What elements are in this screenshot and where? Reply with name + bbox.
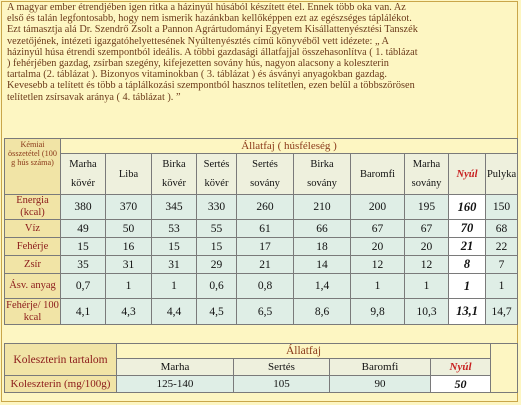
- value-cell: 17: [237, 238, 294, 256]
- column-header: Birka sovány: [294, 154, 351, 195]
- intro-line: házinyúl húsa étrendi szempontból ideális. A többi gazdasági állatfajjal összehasonlítva ( 1. táblázat: [7, 46, 418, 58]
- value-cell-nyul: 13,1: [449, 299, 486, 325]
- column-header-nyul: Nyúl: [431, 359, 491, 376]
- value-cell: 1: [351, 274, 405, 299]
- value-cell: 0,6: [197, 274, 237, 299]
- value-cell: 8,6: [294, 299, 351, 325]
- value-cell: 20: [405, 238, 449, 256]
- table-row: [5, 274, 518, 299]
- value-cell-nyul: 1: [449, 274, 486, 299]
- value-cell: 21: [237, 256, 294, 274]
- value-cell: 31: [106, 256, 152, 274]
- value-cell: 16: [106, 238, 152, 256]
- intro-line: ) fehérjében gazdag, zsírban szegény, kifejezetten sovány hús, nagyon alacsony a koleszterin: [7, 58, 389, 70]
- table-row: [5, 376, 518, 393]
- value-cell: 0,7: [61, 274, 106, 299]
- row-header: Energia (kcal): [5, 195, 61, 220]
- row-header: Fehérje: [5, 238, 61, 256]
- value-cell: 260: [237, 195, 294, 220]
- intro-line: Kevesebb a telített és több a táplálkozási szempontból hasznos telítetlen, ezen belül a többszörösen: [7, 80, 415, 92]
- value-cell: 380: [61, 195, 106, 220]
- value-cell: 0,8: [237, 274, 294, 299]
- value-cell: 1: [405, 274, 449, 299]
- value-cell: 1: [152, 274, 197, 299]
- row-header: Zsír: [5, 256, 61, 274]
- row-header: Ásv. anyag: [5, 274, 61, 299]
- intro-paragraph: [7, 2, 515, 103]
- intro-line: első és talán legfontosabb, hogy nem ismerik hazánkban kellőképpen ezt az egészséges táplálékot.: [7, 13, 412, 25]
- row-header: Koleszterin (mg/100g): [5, 376, 117, 393]
- table-row: [5, 220, 518, 238]
- column-header: Baromfi: [351, 154, 405, 195]
- column-header: Baromfi: [330, 359, 431, 376]
- table-row: [5, 299, 518, 325]
- column-header: Marha kövér: [61, 154, 106, 195]
- value-cell-nyul: 160: [449, 195, 486, 220]
- value-cell: 4,3: [106, 299, 152, 325]
- intro-line: tartalma (2. táblázat ). Bizonyos vitaminokban ( 3. táblázat ) és ásványi anyagokban gazdag.: [7, 69, 387, 81]
- value-cell: 105: [234, 376, 330, 393]
- intro-line: vezetőjének, intézeti igazgatóhelyettesének Nyúltenyésztés című könyvéből vett idézete: „ A: [7, 35, 389, 47]
- value-cell: 49: [61, 220, 106, 238]
- column-header-nyul: Nyúl: [449, 154, 486, 195]
- value-cell: 14,7: [486, 299, 518, 325]
- value-cell: 6,5: [237, 299, 294, 325]
- value-cell-nyul: 8: [449, 256, 486, 274]
- value-cell: 15: [61, 238, 106, 256]
- column-header: Sertés sovány: [237, 154, 294, 195]
- value-cell: 195: [405, 195, 449, 220]
- value-cell: 90: [330, 376, 431, 393]
- column-header: Sertés kövér: [197, 154, 237, 195]
- value-cell: 50: [106, 220, 152, 238]
- value-cell: 68: [486, 220, 518, 238]
- value-cell: 4,5: [197, 299, 237, 325]
- column-header: Pulyka: [486, 154, 518, 195]
- row-header: Fehérje/ 100 kcal: [6, 299, 59, 323]
- value-cell: 67: [405, 220, 449, 238]
- value-cell: 10,3: [405, 299, 449, 325]
- cholesterol-table: [4, 343, 518, 393]
- value-cell: 4,4: [152, 299, 197, 325]
- intro-line: A magyar ember étrendjében igen ritka a házinyúl húsából készített étel. Ennek több oka van. Az: [7, 2, 406, 13]
- intro-line: telítetlen zsírsavak aránya ( 4. táblázat ). ”: [7, 91, 181, 103]
- value-cell-nyul: 70: [449, 220, 486, 238]
- value-cell: 370: [106, 195, 152, 220]
- value-cell: 12: [405, 256, 449, 274]
- value-cell: 35: [61, 256, 106, 274]
- cholesterol-title: Koleszterin tartalom: [5, 344, 117, 376]
- value-cell: 14: [294, 256, 351, 274]
- value-cell: 4,1: [61, 299, 106, 325]
- group-header: Állatfaj ( húsféleség ): [61, 139, 518, 154]
- column-header: Birka kövér: [152, 154, 197, 195]
- value-cell: 66: [294, 220, 351, 238]
- value-cell: 31: [152, 256, 197, 274]
- column-header: Marha sovány: [405, 154, 449, 195]
- value-cell: 22: [486, 238, 518, 256]
- value-cell-nyul: 50: [431, 376, 491, 393]
- table-corner-label: Kémiai összetétel (100 g hús száma): [5, 139, 61, 195]
- value-cell: 1: [106, 274, 152, 299]
- value-cell: 15: [197, 238, 237, 256]
- blank-cell: [491, 344, 518, 393]
- value-cell: 210: [294, 195, 351, 220]
- column-header: Sertés: [234, 359, 330, 376]
- column-header: Marha: [117, 359, 234, 376]
- value-cell: 150: [486, 195, 518, 220]
- value-cell: 55: [197, 220, 237, 238]
- value-cell: 200: [351, 195, 405, 220]
- table-row: [5, 256, 518, 274]
- intro-line: Ezt támasztja alá Dr. Szendrő Zsolt a Pannon Agrártudományi Egyetem Kisállattenyésztési Tanszék: [7, 24, 418, 36]
- value-cell: 18: [294, 238, 351, 256]
- group-header: Állatfaj: [117, 344, 491, 359]
- value-cell: 330: [197, 195, 237, 220]
- table-row: [5, 238, 518, 256]
- value-cell: 1: [486, 274, 518, 299]
- row-header: Víz: [5, 220, 61, 238]
- value-cell: 12: [351, 256, 405, 274]
- value-cell: 1,4: [294, 274, 351, 299]
- value-cell: 29: [197, 256, 237, 274]
- value-cell: 61: [237, 220, 294, 238]
- value-cell: 67: [351, 220, 405, 238]
- column-header: Liba: [106, 154, 152, 195]
- value-cell: 9,8: [351, 299, 405, 325]
- value-cell: 53: [152, 220, 197, 238]
- value-cell: 345: [152, 195, 197, 220]
- value-cell: 7: [486, 256, 518, 274]
- value-cell: 15: [152, 238, 197, 256]
- value-cell: 20: [351, 238, 405, 256]
- value-cell: 125-140: [117, 376, 234, 393]
- value-cell-nyul: 21: [449, 238, 486, 256]
- table-row: [5, 195, 518, 220]
- composition-table: [4, 138, 518, 325]
